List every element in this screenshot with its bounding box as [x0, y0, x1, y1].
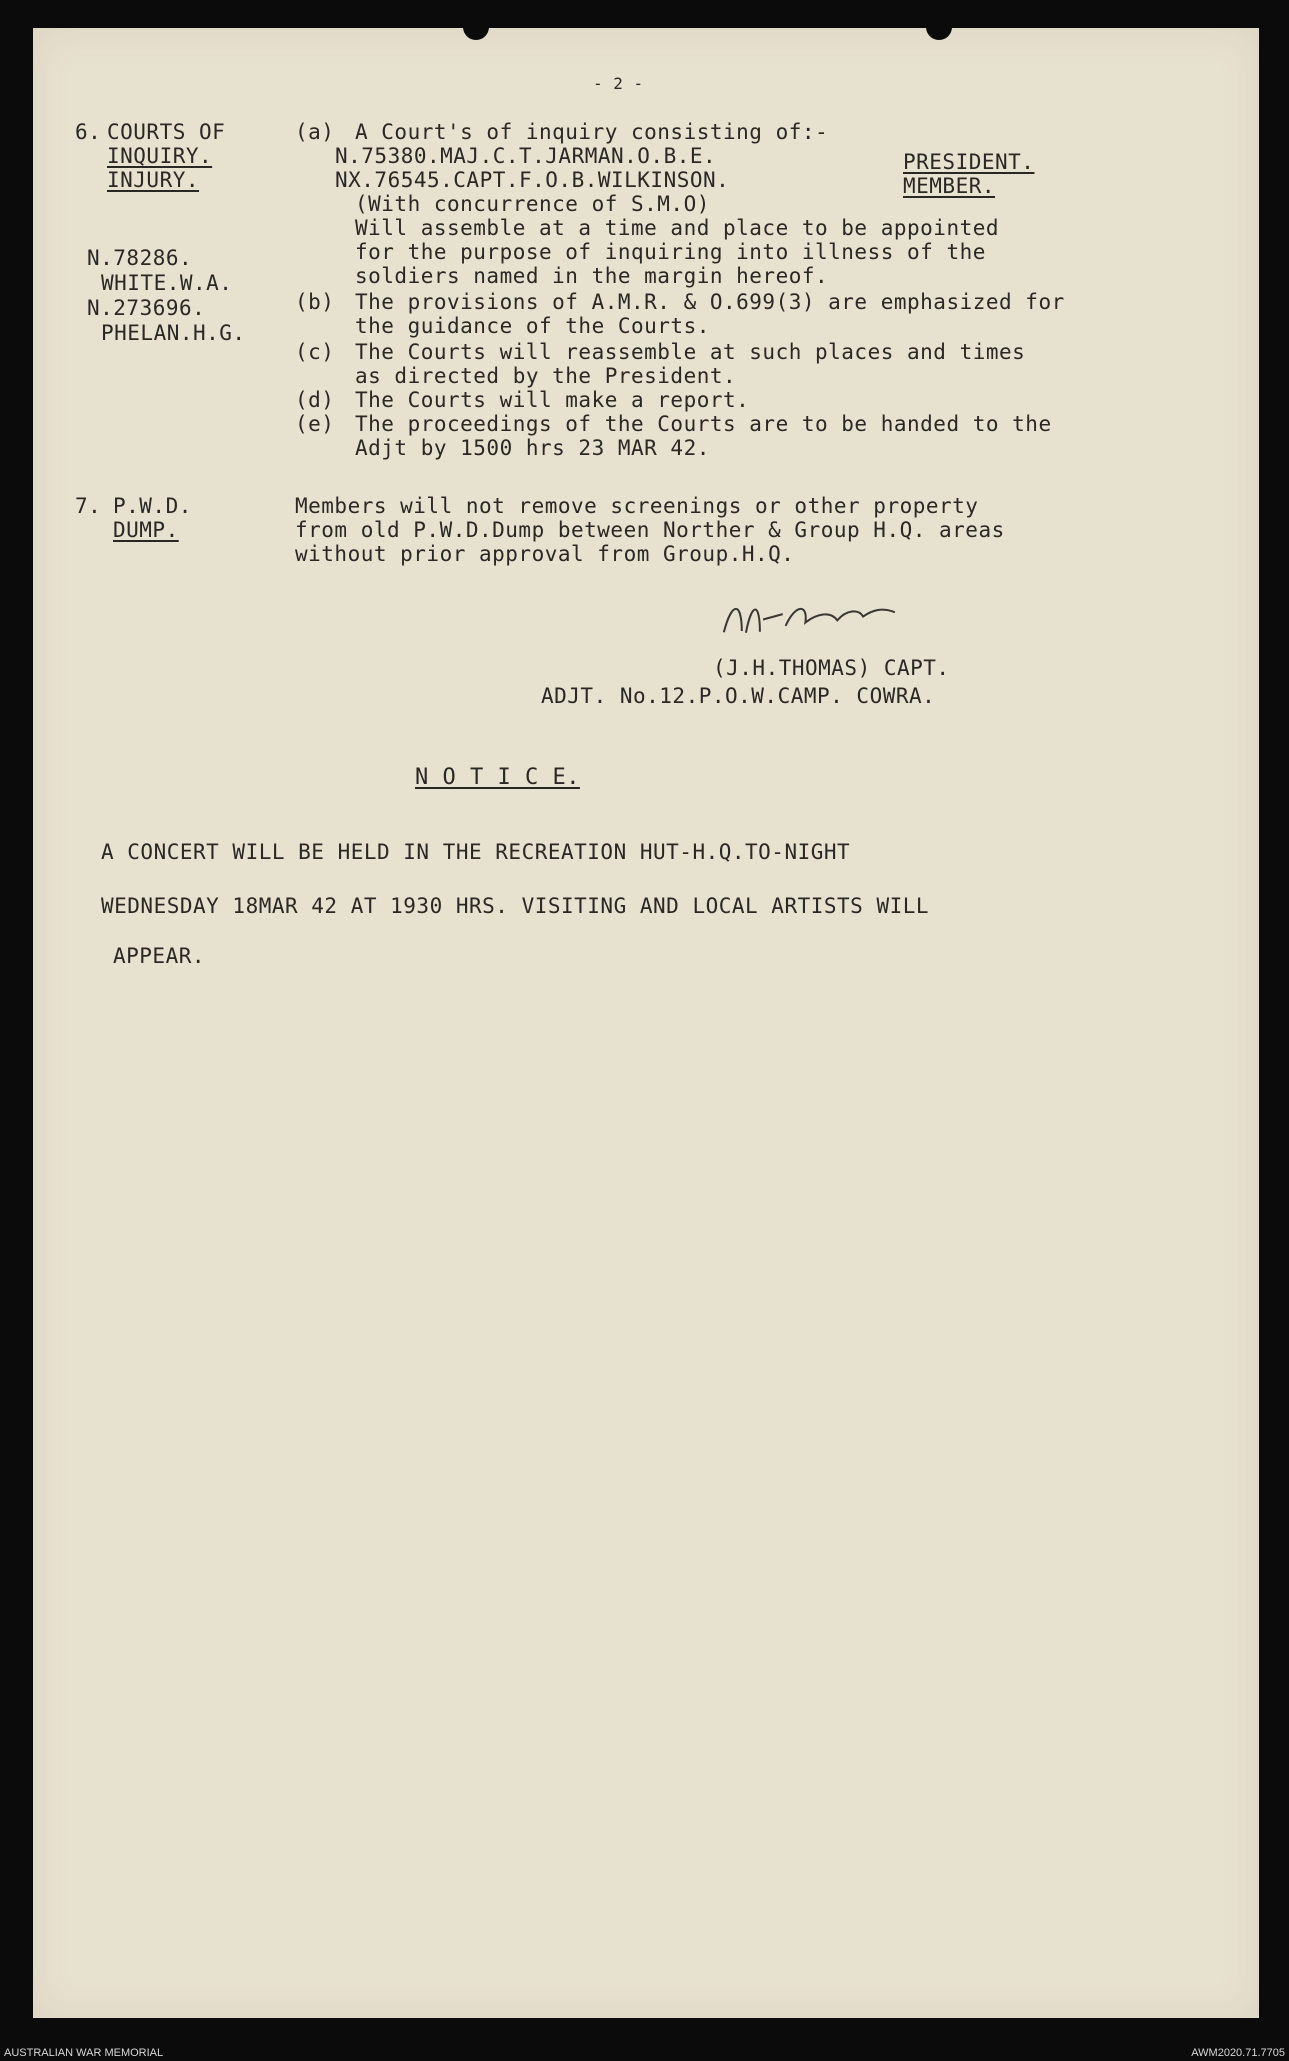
item7-heading-1: P.W.D. — [113, 494, 192, 518]
item7-line: without prior approval from Group.H.Q. — [295, 542, 795, 566]
margin-service-no-2: N.273696. — [87, 296, 206, 320]
para-c-line: The Courts will reassemble at such places and times — [355, 340, 1026, 364]
para-a-line: A Court's of inquiry consisting of:- — [355, 120, 829, 144]
para-c-line: as directed by the President. — [355, 364, 737, 388]
item6-heading-1: COURTS OF — [107, 120, 226, 144]
para-a-line: N.75380.MAJ.C.T.JARMAN.O.B.E. — [335, 144, 717, 168]
footer-reference: AWM2020.71.7705 — [1191, 2047, 1285, 2059]
notice-heading: N O T I C E. — [415, 765, 580, 790]
item6-heading-2: INQUIRY. — [107, 144, 213, 168]
signatory-name: (J.H.THOMAS) CAPT. — [713, 656, 950, 680]
item6-number: 6. — [75, 120, 102, 144]
para-d-line: The Courts will make a report. — [355, 388, 750, 412]
notice-line: APPEAR. — [113, 944, 206, 968]
footer-archive-name: AUSTRALIAN WAR MEMORIAL — [4, 2047, 164, 2059]
notice-line: A CONCERT WILL BE HELD IN THE RECREATION HUT-H.Q.TO-NIGHT — [101, 840, 851, 864]
para-a-line: soldiers named in the margin hereof. — [355, 264, 829, 288]
para-b-label: (b) — [295, 290, 335, 314]
para-e-line: The proceedings of the Courts are to be handed to the — [355, 412, 1052, 436]
page-number: - 2 - — [593, 74, 644, 93]
item7-number: 7. — [75, 494, 102, 518]
signature-scrawl — [711, 581, 914, 645]
item6-heading-3: INJURY. — [107, 168, 200, 192]
punch-hole — [463, 14, 489, 40]
para-b-line: The provisions of A.M.R. & O.699(3) are emphasized for — [355, 290, 1065, 314]
para-e-label: (e) — [295, 412, 335, 436]
notice-line: WEDNESDAY 18MAR 42 AT 1930 HRS. VISITING AND LOCAL ARTISTS WILL — [101, 894, 930, 918]
para-a-line: NX.76545.CAPT.F.O.B.WILKINSON. — [335, 168, 730, 192]
handwritten-signature — [711, 581, 915, 653]
margin-service-no-1: N.78286. — [87, 246, 193, 270]
item7-heading-2: DUMP. — [113, 518, 179, 542]
para-c-label: (c) — [295, 340, 335, 364]
punch-hole — [926, 14, 952, 40]
para-a-label: (a) — [295, 120, 335, 144]
margin-name-2: PHELAN.H.G. — [101, 321, 246, 345]
document-page — [33, 28, 1259, 2018]
para-a-line: Will assemble at a time and place to be appointed — [355, 216, 1000, 240]
item7-line: from old P.W.D.Dump between Norther & Group H.Q. areas — [295, 518, 1005, 542]
item7-line: Members will not remove screenings or other property — [295, 494, 979, 518]
member-label: MEMBER. — [903, 174, 996, 198]
para-b-line: the guidance of the Courts. — [355, 314, 710, 338]
margin-name-1: WHITE.W.A. — [101, 271, 233, 295]
para-d-label: (d) — [295, 388, 335, 412]
president-label: PRESIDENT. — [903, 150, 1035, 174]
para-a-line: (With concurrence of S.M.O) — [355, 192, 710, 216]
para-a-line: for the purpose of inquiring into illness of the — [355, 240, 986, 264]
signatory-title: ADJT. No.12.P.O.W.CAMP. COWRA. — [541, 684, 936, 708]
para-e-line: Adjt by 1500 hrs 23 MAR 42. — [355, 436, 710, 460]
